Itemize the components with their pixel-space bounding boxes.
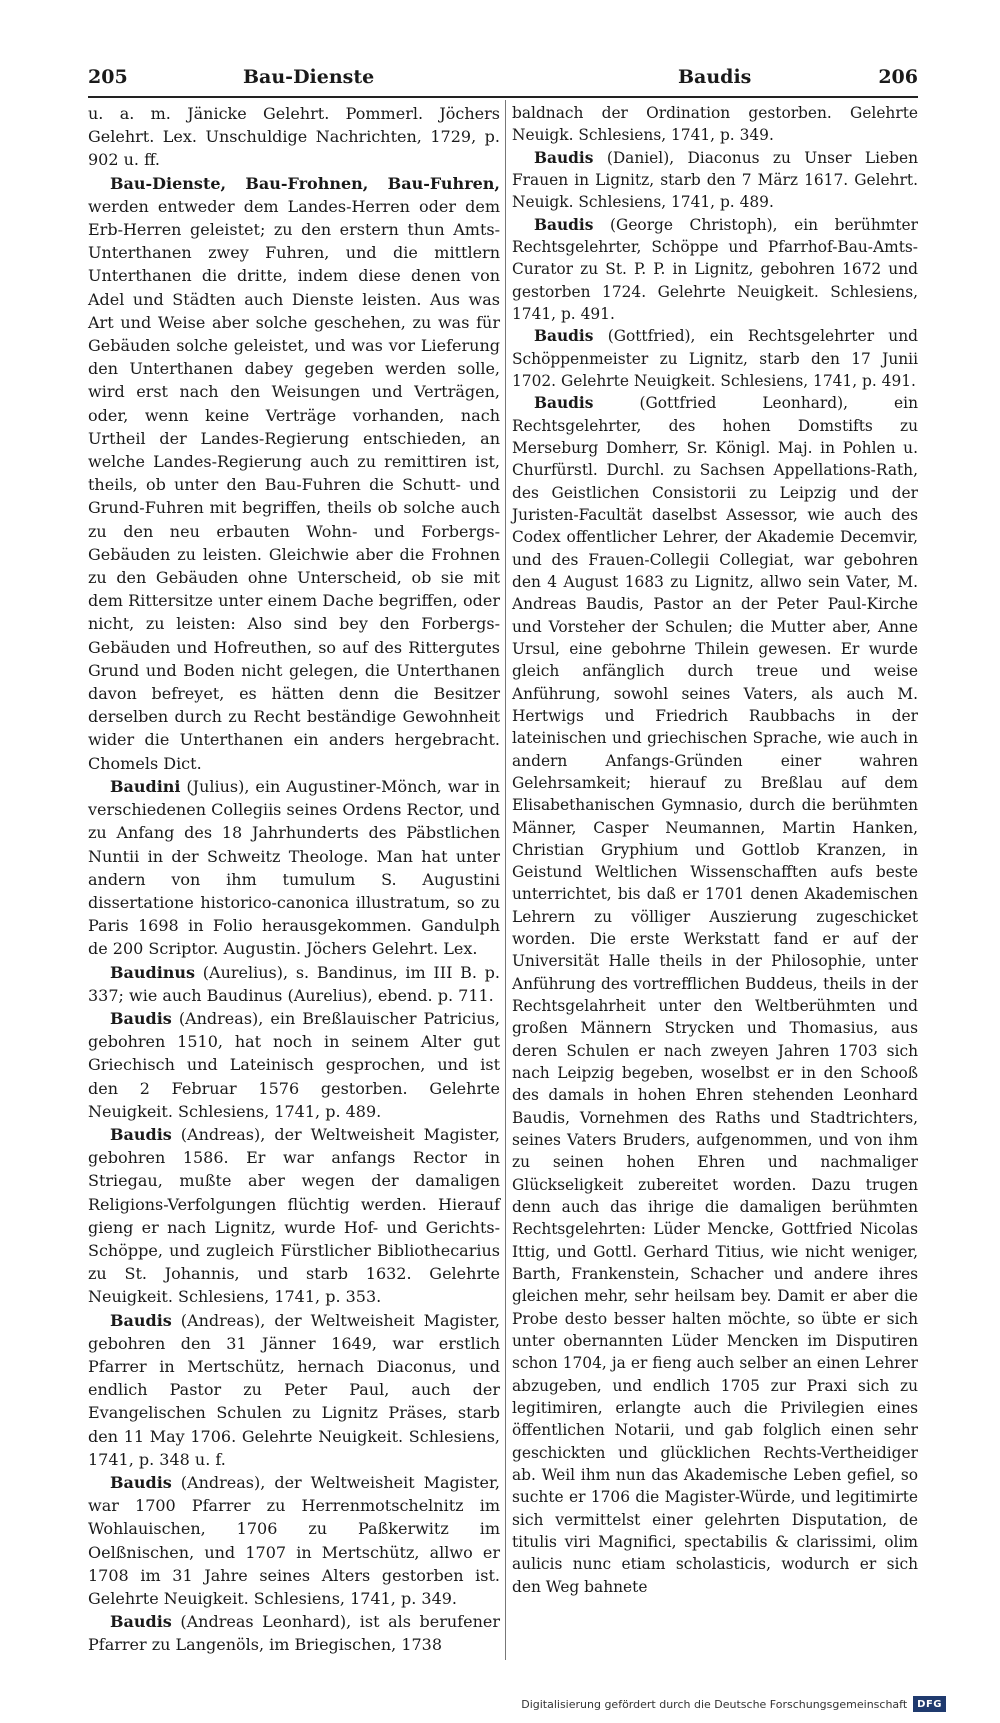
- entry-lemma: Baudis: [110, 1472, 172, 1492]
- dictionary-entry: [88, 1610, 500, 1656]
- entry-lemma: Baudis: [534, 215, 594, 234]
- entry-lemma: Baudis: [534, 327, 594, 346]
- dfg-logo: DFG: [913, 1696, 946, 1712]
- entry-lemma: Baudis: [110, 1310, 172, 1330]
- page-number-right: 206: [878, 66, 918, 88]
- entry-text: (Andreas), der Weltweisheit Magister, gebohren 1586. Er war anfangs Rector in Striegau, mußte aber wegen der damaligen Religions-Verfolgungen flüchtig werden. Hierauf gieng er nach Lignitz, wurde Hof- und Gerichts-Schöppe, und zugleich Fürstlicher Bibliothecarius zu St. Johannis, und starb 1632. Gelehrte Neuigkeit. Schlesiens, 1741, p. 353.: [88, 1124, 500, 1307]
- dictionary-entry: [512, 102, 918, 147]
- column-divider: [505, 100, 506, 1660]
- dictionary-entry: [88, 1471, 500, 1610]
- entry-lemma: Baudini: [110, 776, 181, 796]
- entry-lemma: Baudis: [534, 148, 594, 167]
- entry-text: baldnach der Ordination gestorben. Gelehrte Neuigk. Schlesiens, 1741, p. 349.: [512, 104, 918, 145]
- digitization-credit: [521, 1691, 946, 1717]
- entry-lemma: Baudis: [534, 394, 594, 413]
- entry-lemma: Baudis: [110, 1612, 172, 1632]
- credit-text: Digitalisierung gefördert durch die Deutsche Forschungsgemeinschaft: [521, 1697, 908, 1711]
- entry-text: (Andreas Leonhard), ist als berufener Pfarrer zu Langenöls, im Briegischen, 1738: [88, 1612, 500, 1655]
- page-number-left: 205: [88, 66, 128, 88]
- header-rule: [88, 96, 918, 98]
- entry-text: u. a. m. Jänicke Gelehrt. Pommerl. Jöchers Gelehrt. Lex. Unschuldige Nachrichten, 1729, p. 902 u. ff.: [88, 104, 500, 170]
- dictionary-entry: [512, 325, 918, 392]
- entry-lemma: Baudis: [110, 1124, 172, 1144]
- entry-text: (Andreas), der Weltweisheit Magister, gebohren den 31 Jänner 1649, war erstlich Pfarrer in Mertschütz, hernach Diaconus, und endlich Pastor zu Peter Paul, auch der Evangelischen Schulen zu Lignitz Präses, starb den 11 May 1706. Gelehrte Neuigkeit. Schlesiens, 1741, p. 348 u. f.: [88, 1310, 500, 1469]
- dictionary-entry: [88, 961, 500, 1007]
- entry-text: (Gottfried), ein Rechtsgelehrter und Schöppenmeister zu Lignitz, starb den 17 Junii 1702. Gelehrte Neuigkeit. Schlesiens, 1741, p. 491.: [512, 327, 918, 390]
- running-head-left: Bau-Dienste: [243, 66, 375, 88]
- entry-lemma: Baudinus: [110, 962, 196, 982]
- entry-text: (Andreas), der Weltweisheit Magister, war 1700 Pfarrer zu Herrenmotschelnitz im Wohlauischen, 1706 zu Paßkerwitz im Oelßnischen, und 1707 in Mertschütz, allwo er 1708 im 31 Jahre seines Alters gestorben ist. Gelehrte Neuigkeit. Schlesiens, 1741, p. 349.: [88, 1472, 500, 1608]
- dictionary-entry: [512, 147, 918, 214]
- dictionary-entry: [88, 1123, 500, 1309]
- entry-text: (Julius), ein Augustiner-Mönch, war in verschiedenen Collegiis seines Ordens Rector, und zu Anfang des 18 Jahrhunderts des Päbstlichen Nuntii in der Schweitz Theologe. Man hat unter andern von ihm tumulum S. Augustini dissertatione historico-canonica illustratum, so zu Paris 1698 in Folio herausgekommen. Gandulph de 200 Scriptor. Augustin. Jöchers Gelehrt. Lex.: [88, 776, 500, 959]
- entry-text: (Gottfried Leonhard), ein Rechtsgelehrter, des hohen Domstifts zu Merseburg Domherr, Sr. Königl. Maj. in Pohlen u. Churfürstl. Durchl. zu Sachsen Appellations-Rath, des Geistlichen Consistorii zu Leipzig und der Juristen-Facultät daselbst Assessor, wie auch des Codex offentlicher Lehrer, der Akademie Decemvir, und des Frauen-Collegii Collegiat, war gebohren den 4 August 1683 zu Lignitz, allwo sein Vater, M. Andreas Baudis, Pastor an der Peter Paul-Kirche und Vorsteher der Schulen; die Mutter aber, Anne Ursul, eine gebohrne Thilein gewesen. Er wurde gleich anfänglich durch treue und weise Anführung, sowohl seines Vaters, als auch M. Hertwigs und Friedrich Raubbachs in der lateinischen und griechischen Sprache, wie auch in andern Anfangs-Gründen einer wahren Gelehrsamkeit; hierauf zu Breßlau auf dem Elisabethanischen Gymnasio, durch die berühmten Männer, Casper Neumannen, Martin Hanken, Christian Gryphium und Gottlob Kranzen, in Geistund Weltlichen Wissenschafften aufs beste unterrichtet, bis daß er 1701 denen Akademischen Lehrern zu völliger Auszierung zugeschicket worden. Die erste Werkstatt fand er auf der Universität Halle theils in der Philosophie, unter Anführung des vortrefflichen Buddeus, theils in der Rechtsgelahrheit unter den Weltberühmten und großen Männern Strycken und Thomasius, aus deren Schulen er nach zweyen Jahren 1703 sich nach Leipzig begeben, woselbst er in den Schooß des damals in hohen Ehren stehenden Leonhard Baudis, Vornehmen des Raths und Stadtrichters, seines Vaters Bruders, aufgenommen, und von ihm zu seinen hohen Ehren und nachmaliger Glückseligkeit zubereitet worden. Dazu trugen denn auch das ihrige die damaligen berühmten Rechtsgelehrten: Lüder Mencke, Gottfried Nicolas Ittig, und Gottl. Gerhard Titius, wie nicht weniger, Barth, Frankenstein, Schacher und andere ihres gleichen mehr, sehr heilsam bey. Damit er aber die Probe desto besser halten möchte, so übte er sich unter obernannten Lüder Mencken im Disputiren schon 1704, ja er fieng auch selber an einen Lehrer abzugeben, und endlich 1705 zur Praxi sich zu legitimiren, erlangte auch die Privilegien eines öffentlichen Notarii, und gab folglich einen sehr geschickten und glücklichen Rechts-Vertheidiger ab. Weil ihm nun das Akademische Leben gefiel, so suchte er 1706 die Magister-Würde, und legitimirte sich vermittelst einer gelehrten Disputation, de titulis viri Magnifici, spectabilis & clarissimi, olim aulicis nunc etiam scholasticis, wodurch er sich den Weg bahnete: [512, 394, 918, 1596]
- entry-text: (Aurelius), s. Bandinus, im III B. p. 337; wie auch Baudinus (Aurelius), ebend. p. 711.: [88, 962, 500, 1005]
- dictionary-entry: [512, 392, 918, 1598]
- dictionary-entry: [88, 102, 500, 172]
- left-column: [88, 102, 500, 1657]
- entry-lemma: Baudis: [110, 1008, 172, 1028]
- entry-lemma: Bau-Dienste, Bau-Frohnen, Bau-Fuhren,: [110, 173, 500, 193]
- entry-text: (Daniel), Diaconus zu Unser Lieben Frauen in Lignitz, starb den 7 März 1617. Gelehrt. Neuigk. Schlesiens, 1741, p. 489.: [512, 148, 918, 212]
- entry-text: werden entweder dem Landes-Herren oder dem Erb-Herren geleistet; zu den erstern thun Amts-Unterthanen zwey Fuhren, und die mittlern Unterthanen die dritte, indem diese denen von Adel und Städten auch Dienste leisten. Aus was Art und Weise aber solche geschehen, zu was für Gebäuden solche geleistet, und was vor Lieferung den Unterthanen dabey gegeben werden solle, wird erst nach den Weisungen und Verträgen, oder, wenn keine Verträge vorhanden, nach Urtheil der Landes-Regierung entschieden, an welche Landes-Regierung auch zu remittiren ist, theils, ob unter den Bau-Fuhren die Schutt- und Grund-Fuhren mit begriffen, theils ob solche auch zu den neu erbauten Wohn- und Forbergs-Gebäuden zu leisten. Gleichwie aber die Frohnen zu den Gebäuden ohne Unterscheid, ob sie mit dem Rittersitze unter einem Dache begriffen, oder nicht, zu leisten: Also sind bey den Forbergs-Gebäuden und Hofreuthen, so auf des Rittergutes Grund und Boden nicht gelegen, die Unterthanen davon befreyet, es hätten denn die Besitzer derselben durch zu Recht beständige Gewohnheit wider die Unterthanen ein anders hergebracht. Chomels Dict.: [88, 196, 500, 773]
- right-column: [512, 102, 918, 1598]
- dictionary-entry: [512, 214, 918, 326]
- dictionary-entry: [88, 1309, 500, 1471]
- running-head-right: Baudis: [678, 66, 752, 88]
- dictionary-entry: [88, 172, 500, 775]
- dictionary-entry: [88, 775, 500, 961]
- entry-text: (George Christoph), ein berühmter Rechtsgelehrter, Schöppe und Pfarrhof-Bau-Amts-Curator zu St. P. P. in Lignitz, gebohren 1672 und gestorben 1724. Gelehrte Neuigkeit. Schlesiens, 1741, p. 491.: [512, 215, 918, 323]
- entry-text: (Andreas), ein Breßlauischer Patricius, gebohren 1510, hat noch in seinem Alter gut Griechisch und Lateinisch gesprochen, und ist den 2 Februar 1576 gestorben. Gelehrte Neuigkeit. Schlesiens, 1741, p. 489.: [88, 1008, 500, 1121]
- page-header: [88, 58, 918, 98]
- dictionary-entry: [88, 1007, 500, 1123]
